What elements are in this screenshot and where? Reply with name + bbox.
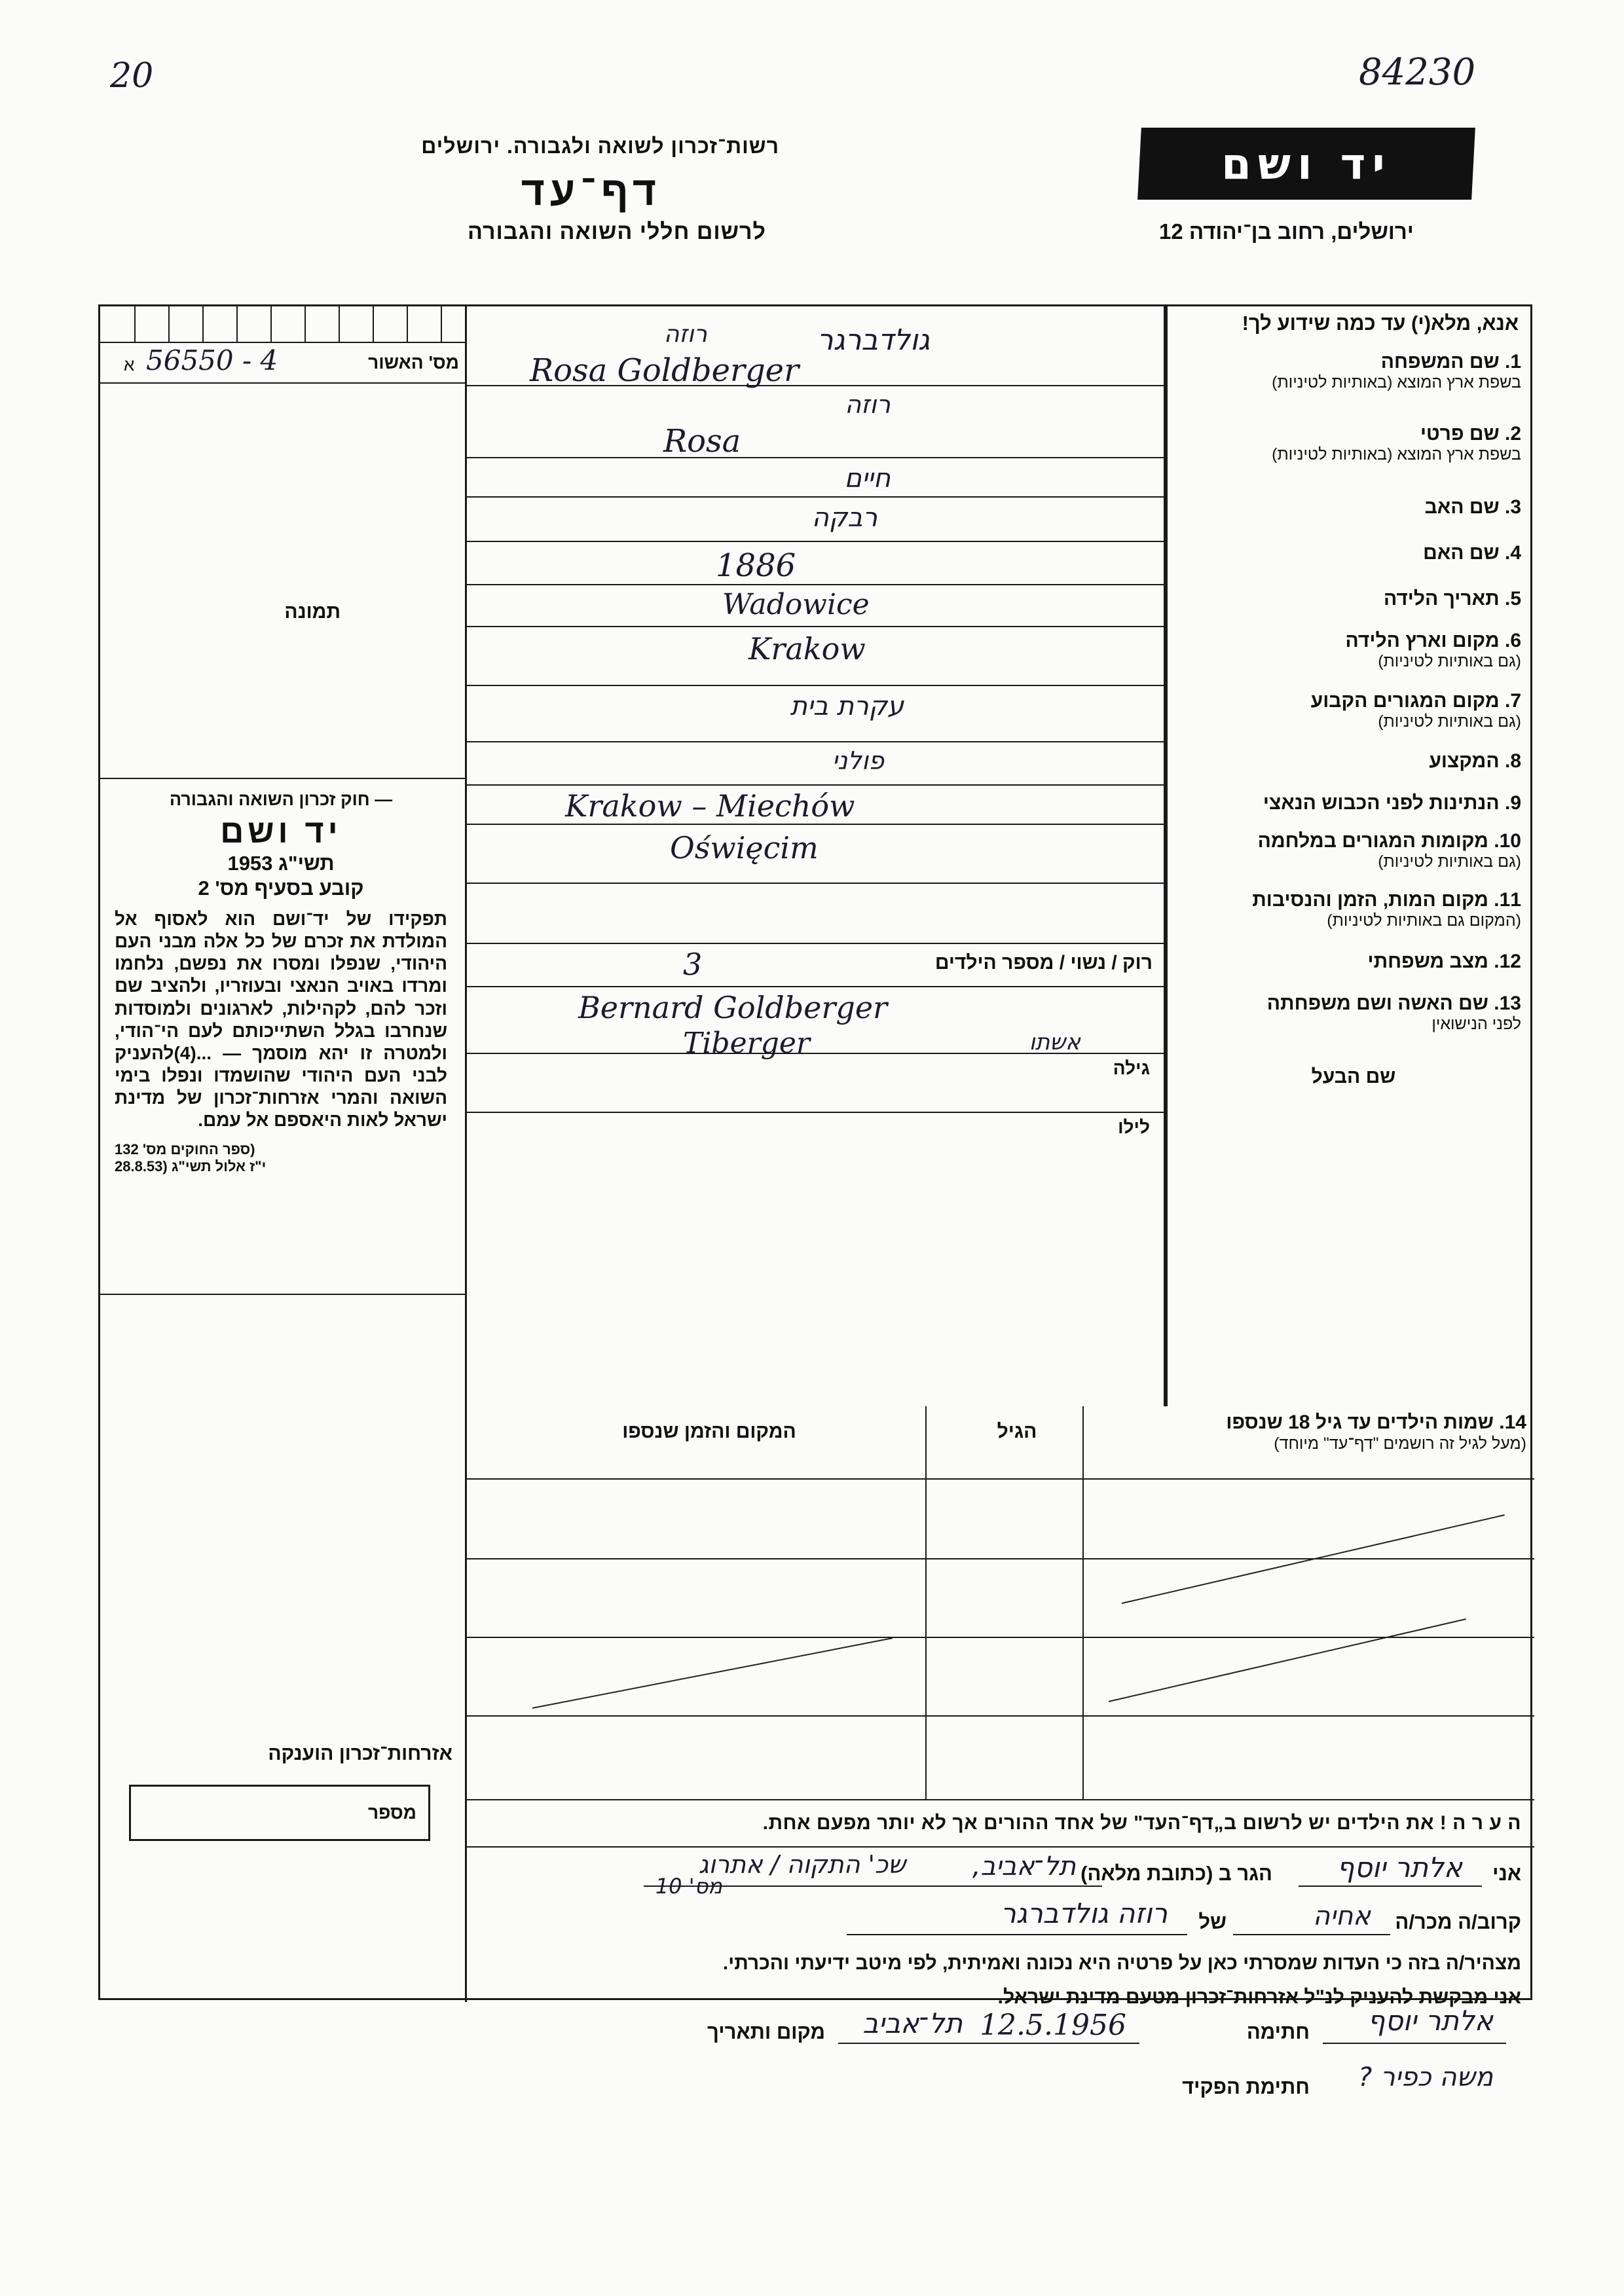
- field-label-3: [1168, 496, 1521, 519]
- children-question: [1134, 1412, 1526, 1453]
- value-birth-date: 1886: [716, 547, 796, 584]
- citizenship-number-label: מספר: [368, 1802, 416, 1823]
- value-family-name-latin: Rosa Goldberger: [530, 352, 800, 389]
- decl-label-of: של: [1198, 1910, 1227, 1933]
- value-mother-name: רבקה: [811, 503, 877, 533]
- logo-text: יד ושם: [1221, 138, 1392, 189]
- field-5-label: תאריך הלידה: [1383, 588, 1500, 610]
- decl-address-2: שכ' התקוה / אתרוג: [698, 1850, 906, 1879]
- footer-place-date-label: מקום ותאריך: [707, 2020, 825, 2043]
- masthead: [111, 134, 1513, 265]
- children-table-header: [467, 1406, 1534, 1480]
- field-10-label: מקומות המגורים במלחמה: [1257, 830, 1488, 852]
- children-table: [467, 1406, 1534, 1799]
- decl-victim-name: רוזה גולדברגר: [1000, 1897, 1168, 1929]
- value-family-name-hebrew: גולדברגר: [817, 323, 930, 357]
- field-1-sub: בשפת ארץ המוצא (באותיות לטיניות): [1272, 373, 1521, 392]
- children-col-place: המקום והזמן שנספו: [622, 1421, 796, 1442]
- field-4-label: שם האם: [1423, 542, 1500, 564]
- form-frame: [98, 304, 1532, 2008]
- field-label-11: [1168, 889, 1521, 930]
- photo-placeholder-label: תמונה: [284, 601, 341, 623]
- law-source-line-2: י"ז אלול תשי"ג (28.8.53: [115, 1157, 267, 1175]
- children-question-text: שמות הילדים עד גיל 18 שנספו: [1226, 1412, 1494, 1433]
- children-question-sub: (מעל לגיל זה רושמים "דף־עד" מיוחד): [1274, 1434, 1526, 1453]
- children-col-age: הגיל: [997, 1421, 1037, 1442]
- decl-request: אני מבקשת להעניק לנ"ל אזרחות־זכרון מטעם מדינת ישראל.: [997, 1986, 1521, 2008]
- decl-label-i: אני: [1492, 1862, 1521, 1885]
- decl-relation: אחיה: [1313, 1901, 1371, 1931]
- value-birth-place: Wadowice: [722, 588, 870, 621]
- field-11-num: 11.: [1494, 889, 1521, 911]
- certificate-number-row: [100, 343, 467, 384]
- citizenship-number-field[interactable]: [129, 1785, 430, 1841]
- law-title-3: תשי"ג 1953: [227, 852, 335, 875]
- value-first-name-latin: Rosa: [663, 423, 741, 460]
- yad-vashem-logo: [1137, 128, 1475, 200]
- value-war-residences: Krakow – Miechów: [565, 788, 855, 824]
- footer-official-label: חתימת הפקיד: [1182, 2075, 1310, 2098]
- citizenship-title: אזרחות־זכרון הוענקה: [268, 1743, 452, 1764]
- field-13-label: שם האשה ושם משפחתה: [1266, 993, 1488, 1014]
- field-4-num: 4.: [1504, 542, 1521, 564]
- field-13-sub: לפני הנישואין: [1431, 1014, 1521, 1033]
- field-1-label: שם המשפחה: [1380, 351, 1500, 373]
- field-9-num: 9.: [1504, 792, 1521, 814]
- field-10-num: 10.: [1494, 830, 1521, 852]
- footer-place-value: תל־אביב: [862, 2007, 963, 2039]
- field-label-9: [1168, 792, 1521, 814]
- value-residence: Krakow: [748, 631, 866, 666]
- citizenship-granted-box: [100, 1734, 467, 1891]
- field-label-2: [1168, 423, 1521, 464]
- field-7-num: 7.: [1504, 690, 1521, 712]
- decl-address-3: מס' 10: [655, 1874, 722, 1899]
- certificate-value: 56550 - 4: [146, 344, 278, 376]
- field-9-label: הנתינות לפני הכבוש הנאצי: [1263, 792, 1500, 814]
- law-source-line-1: (ספר החוקים מס' 132: [115, 1140, 255, 1157]
- value-occupation: עקרת בית: [790, 691, 904, 721]
- field-6-sub: (גם באותיות לטיניות): [1378, 651, 1521, 670]
- field-12-label: מצב משפחתי: [1367, 951, 1488, 972]
- note-row: [467, 1799, 1534, 1848]
- value-spouse-name: Bernard Goldberger: [578, 990, 888, 1025]
- decl-statement: מצהיר/ה בזה כי העדות שמסרתי כאן על פרטיה היא נכונה ואמיתית, לפי מיטב ידיעתי והכרתי.: [722, 1952, 1521, 1974]
- field-label-10: [1168, 830, 1521, 871]
- field-label-7: [1168, 690, 1521, 731]
- field-7-sub: (גם באותיות לטיניות): [1378, 712, 1521, 731]
- comb-boxes: [100, 306, 467, 343]
- note-text: ה ע ר ה ! את הילדים יש לרשום ב„דף־העד" של אחד ההורים אך לא יותר מפעם אחת.: [762, 1812, 1521, 1834]
- law-title-4: קובע בסעיף מס' 2: [198, 877, 364, 900]
- field-label-13: [1168, 993, 1521, 1033]
- husband-name-label: שם הבעל: [1311, 1066, 1396, 1087]
- labels-column: [1164, 306, 1530, 1406]
- field-1-num: 1.: [1504, 351, 1521, 373]
- field-label-4: [1168, 542, 1521, 564]
- field-label-1: [1168, 351, 1521, 392]
- field-3-num: 3.: [1504, 496, 1521, 518]
- footer-official-value: משה כפיר ?: [1358, 2062, 1493, 2092]
- footer-signature-value: אלתר יוסף: [1367, 2005, 1493, 2037]
- decl-declarant-name: אלתר יוסף: [1337, 1851, 1462, 1884]
- field-10-sub: (גם באותיות לטיניות): [1378, 852, 1521, 871]
- field-13-num: 13.: [1494, 993, 1521, 1014]
- law-source: [115, 1141, 447, 1176]
- left-column: [100, 306, 467, 2002]
- value-first-name-hebrew: רוזה: [845, 390, 891, 419]
- field-3-label: שם האב: [1424, 496, 1500, 518]
- lilo-label: לילו: [1118, 1117, 1150, 1137]
- declaration-block: [467, 1848, 1534, 2008]
- annotation-top-left: 20: [110, 56, 154, 96]
- value-father-name: חיים: [844, 464, 891, 494]
- field-6-num: 6.: [1504, 630, 1521, 651]
- certificate-prefix: א: [124, 355, 135, 374]
- field-2-num: 2.: [1504, 423, 1521, 445]
- law-text-box: [100, 778, 467, 1295]
- field-label-12: [1168, 951, 1521, 973]
- footer-block: [367, 2003, 1532, 2219]
- decl-address: תל־אביב,: [972, 1851, 1076, 1882]
- field-11-label: מקום המות, הזמן והנסיבות: [1252, 889, 1488, 911]
- value-family-name-extra: רוזה: [663, 321, 707, 348]
- value-spouse-maiden-name: Tiberger: [683, 1027, 810, 1060]
- field-label-8: [1168, 750, 1521, 773]
- organization-line: רשות־זכרון לשואה ולגבורה. ירושלים: [421, 134, 779, 158]
- children-question-num: 14.: [1499, 1412, 1526, 1433]
- field-label-6: [1168, 630, 1521, 670]
- decl-label-living-at: הגר ב (כתובת מלאה): [1080, 1862, 1272, 1885]
- gila-label: גילה: [1113, 1058, 1150, 1078]
- footer-signature-label: חתימה: [1246, 2020, 1310, 2043]
- field-12-num: 12.: [1494, 951, 1521, 972]
- field-2-sub: בשפת ארץ המוצא (באותיות לטיניות): [1272, 445, 1521, 464]
- instruction-header: אנא, מלא(י) עד כמה שידוע לך!: [1242, 312, 1519, 335]
- value-children-count: 3: [683, 947, 703, 982]
- field-8-num: 8.: [1504, 750, 1521, 772]
- field-6-label: מקום וארץ הלידה: [1345, 630, 1500, 651]
- footer-date-value: 12.5.1956: [980, 2009, 1126, 2042]
- field-8-label: המקצוע: [1429, 750, 1500, 772]
- field-5-num: 5.: [1504, 588, 1521, 610]
- law-body-text: תפקידו של יד־ושם הוא לאסוף אל המולדת את זכרם של כל אלה מבני העם היהודי, שנפלו ומסרו את נפשם, נלחמו ומרדו באויב הנאצי ובעוזריו, ולהציב שם וזכר להם, לקהילות, לארגונים ולמוסדות שנחרבו בגלל השתייכותם לעם הי־הודי, ולמטרה זו יהא מוסמך — ...(4)להעניק לבני העם היהודי שהושמדו ונפלו בימי השואה והמרי אזרחות־זכרון של מדינת ישראל לאות היאספם אל עמם.: [115, 909, 447, 1131]
- page-title: דף־עד: [521, 169, 661, 214]
- field-7-label: מקום המגורים הקבוע: [1310, 690, 1500, 712]
- value-spouse-relation: אשתו: [1029, 1029, 1080, 1055]
- field-11-sub: (המקום גם באותיות לטיניות): [1327, 911, 1521, 930]
- page-subtitle: לרשום חללי השואה והגבורה: [468, 219, 766, 244]
- law-title-2: יד ושם: [220, 813, 342, 850]
- address-line: ירושלים, רחוב בן־יהודה 12: [1159, 219, 1414, 244]
- certificate-label: מס' האשור: [368, 352, 459, 373]
- value-death-place: Oświęcim: [670, 830, 819, 866]
- annotation-top-right: 84230: [1359, 51, 1476, 94]
- law-title-1: — חוק זכרון השואה והגבורה: [169, 790, 393, 809]
- field-label-5: [1168, 588, 1521, 610]
- value-nationality: פולני: [832, 746, 884, 775]
- decl-label-relative: קרוב/ה מכר/ה: [1395, 1910, 1521, 1933]
- answers-column: [467, 306, 1168, 1406]
- marital-status-options: רוק / נשוי / מספר הילדים: [934, 952, 1153, 974]
- field-2-label: שם פרטי: [1420, 423, 1500, 445]
